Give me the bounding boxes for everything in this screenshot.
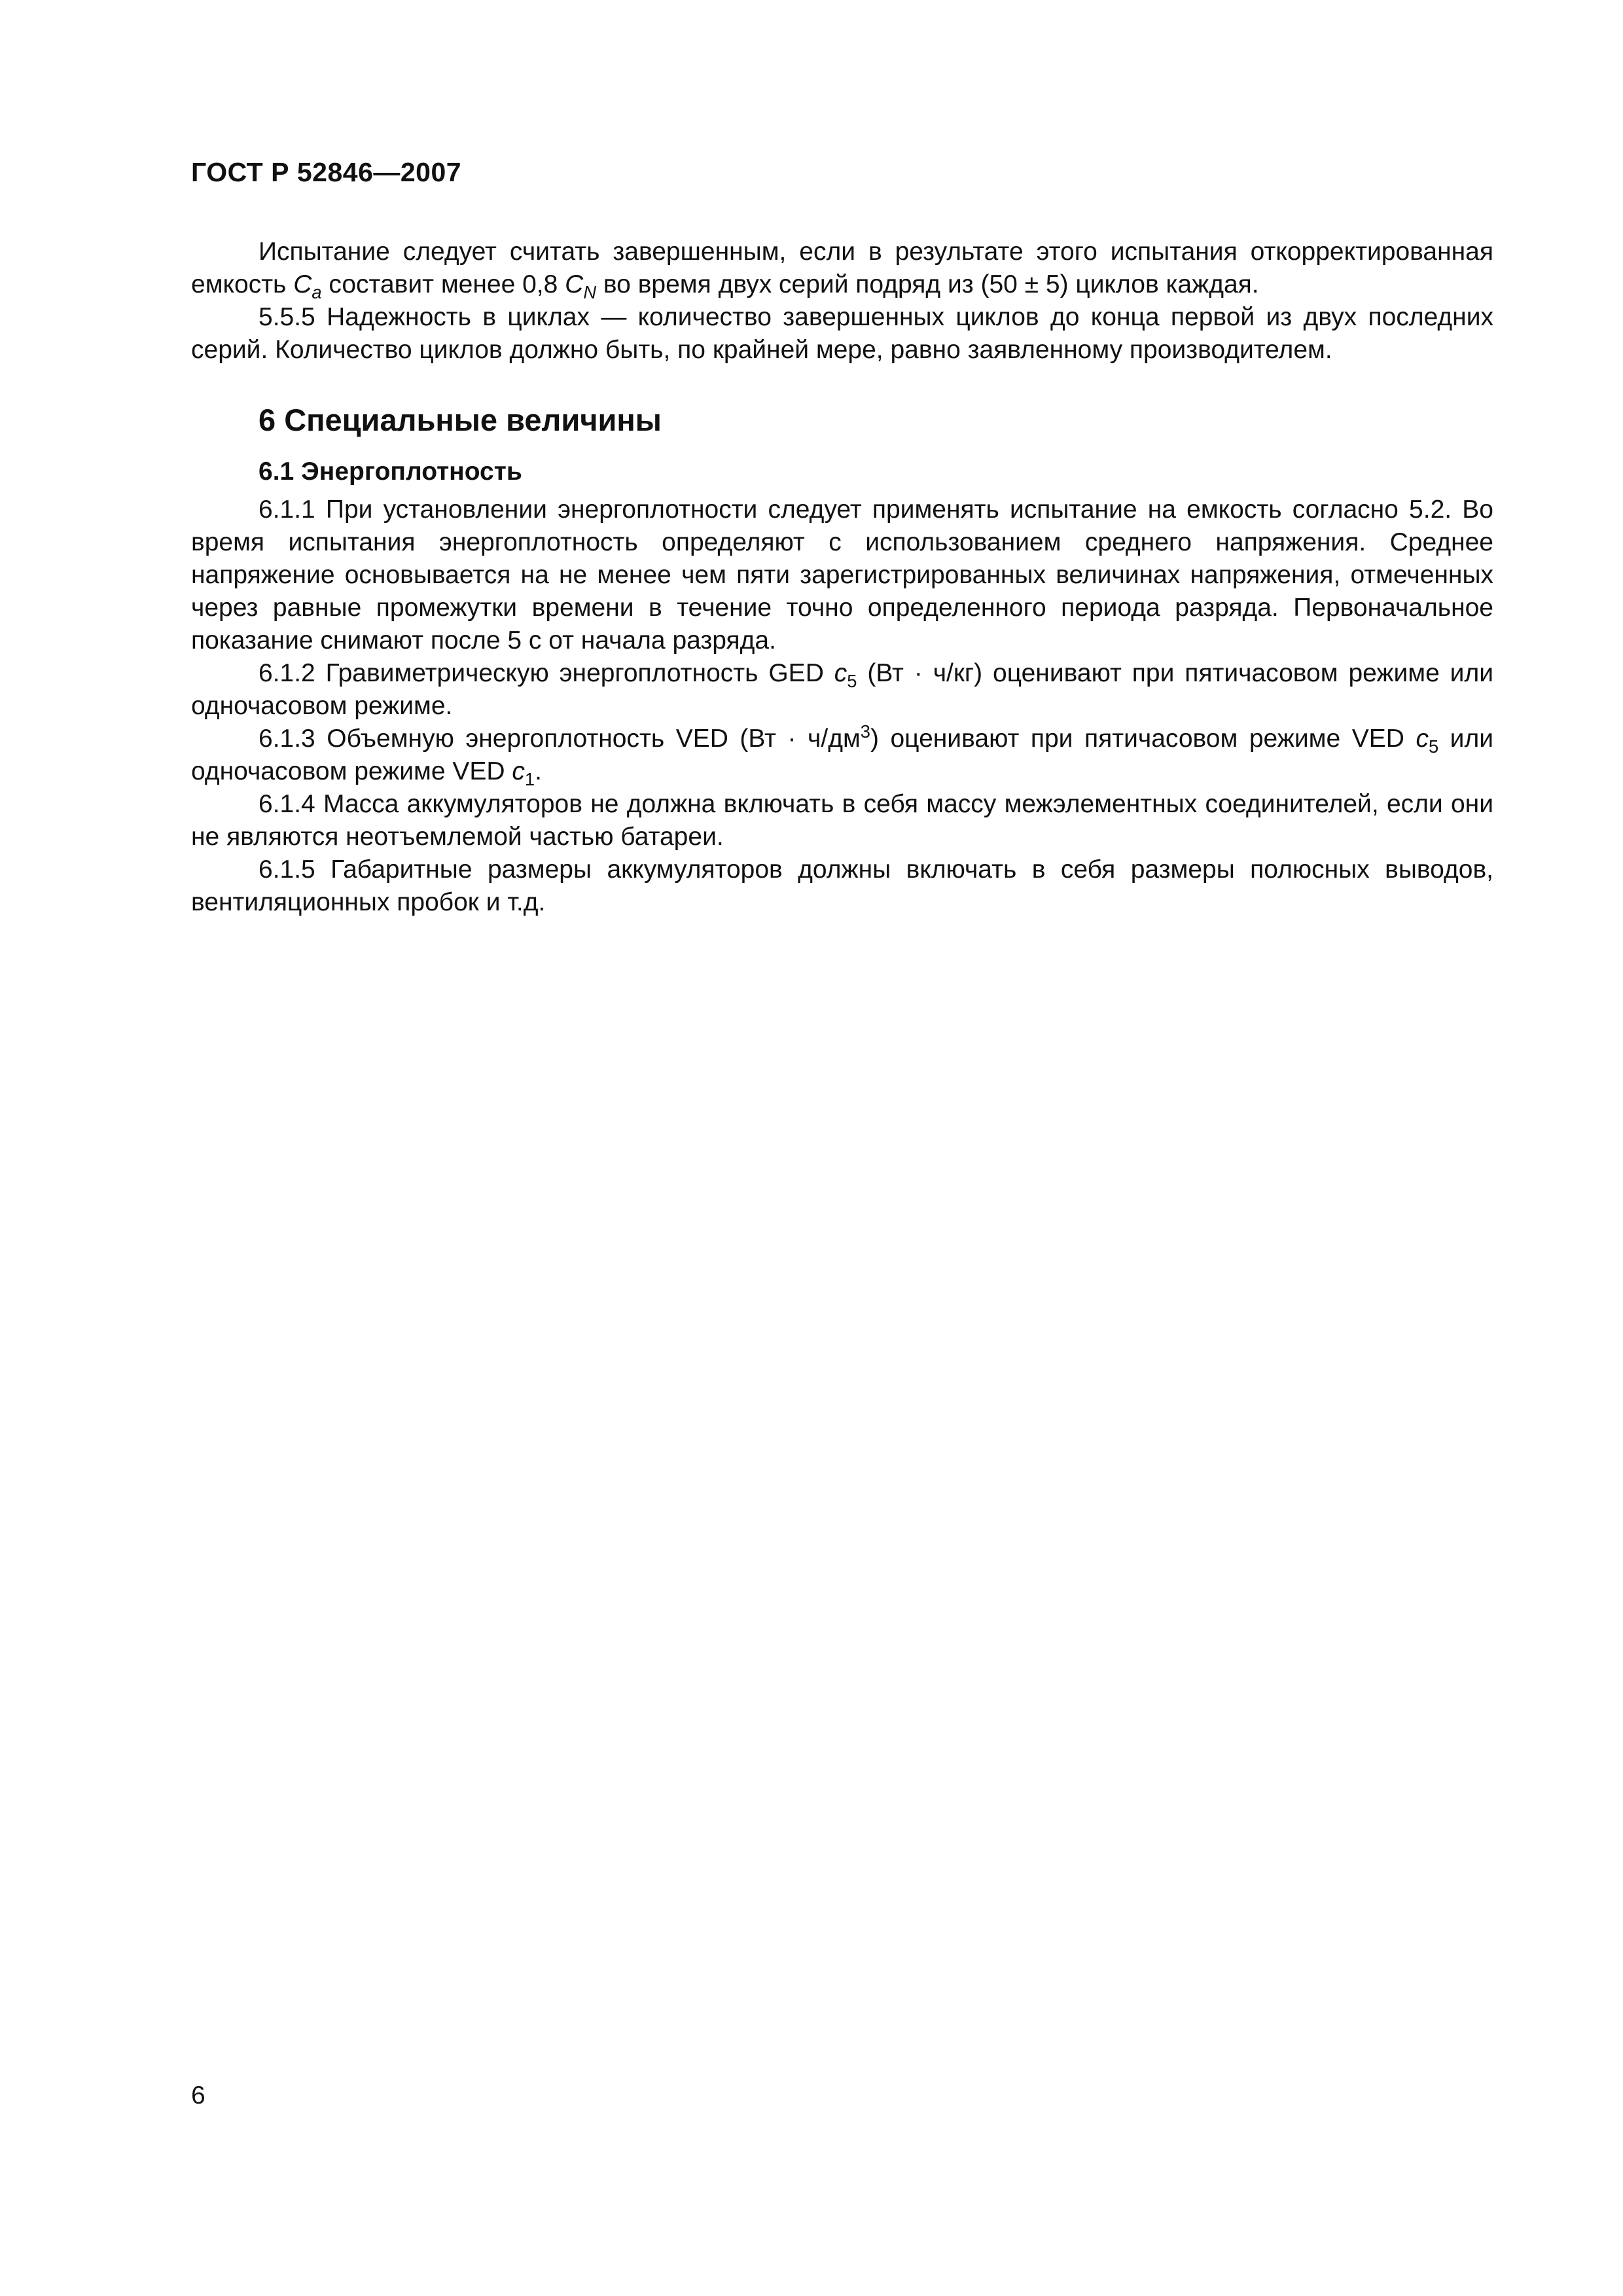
- variable-subscript: a: [312, 281, 322, 302]
- text-run: 6.1.3 Объемную энергоплотность VED (Вт · ч/дм: [259, 725, 861, 753]
- variable-symbol: c: [834, 659, 847, 687]
- paragraph-test-completion: [191, 236, 1493, 301]
- variable-symbol: C: [565, 270, 584, 298]
- variable-subscript: 5: [847, 670, 857, 691]
- variable-symbol: C: [293, 270, 312, 298]
- text-run: 6.1.2 Гравиметрическую энергоплотность GED: [259, 659, 834, 687]
- paragraph-5-5-5: 5.5.5 Надежность в циклах — количество завершенных циклов до конца первой из двух последних серий. Количество циклов должно быть, по крайней мере, равно заявленному производителем.: [191, 303, 1493, 364]
- text-run: или одночасовом режиме VED: [191, 725, 1493, 785]
- superscript: 3: [860, 721, 870, 742]
- text-run: ) оценивают при пятичасовом режиме VED: [870, 725, 1416, 753]
- paragraph-6-1-4: 6.1.4 Масса аккумуляторов не должна включать в себя массу межэлементных соединителей, если они не являются неотъемлемой частью батареи.: [191, 790, 1493, 851]
- paragraph-6-1-1: 6.1.1 При установлении энергоплотности следует применять испытание на емкость согласно 5.2. Во время испытания энергоплотность определяют с использованием среднего напряжения. Среднее напряжение основывается на не менее чем пяти зарегистрированных величинах напряжения, отмеченных через равные промежутки времени в течение точно определенного периода разряда. Первоначальное показание снимают после 5 с от начала разряда.: [191, 495, 1493, 655]
- variable-symbol: c: [1416, 725, 1429, 753]
- document-body: [191, 236, 1493, 919]
- paragraph-6-1-5: 6.1.5 Габаритные размеры аккумуляторов должны включать в себя размеры полюсных выводов, вентиляционных пробок и т.д.: [191, 855, 1493, 916]
- document-header: ГОСТ Р 52846—2007: [191, 157, 462, 187]
- variable-subscript: 5: [1428, 736, 1439, 757]
- variable-subscript: 1: [524, 768, 535, 789]
- text-run: составит менее 0,8: [321, 270, 565, 298]
- paragraph-6-1-3: [191, 723, 1493, 788]
- text-run: во время двух серий подряд из (50 ± 5) циклов каждая.: [596, 270, 1259, 298]
- section-title-6: 6 Специальные величины: [259, 403, 662, 437]
- subsection-title-6-1: 6.1 Энергоплотность: [259, 457, 522, 486]
- paragraph-6-1-2: [191, 657, 1493, 723]
- text-run: Испытание следует считать завершенным, если в результате этого испытания откорректированная емкость: [191, 238, 1493, 298]
- text-run: .: [535, 757, 542, 785]
- text-run: (Вт · ч/кг) оценивают при пятичасовом режиме или одночасовом режиме.: [191, 659, 1493, 720]
- variable-subscript: N: [583, 281, 597, 302]
- variable-symbol: c: [512, 757, 525, 785]
- page-number: 6: [191, 2081, 205, 2109]
